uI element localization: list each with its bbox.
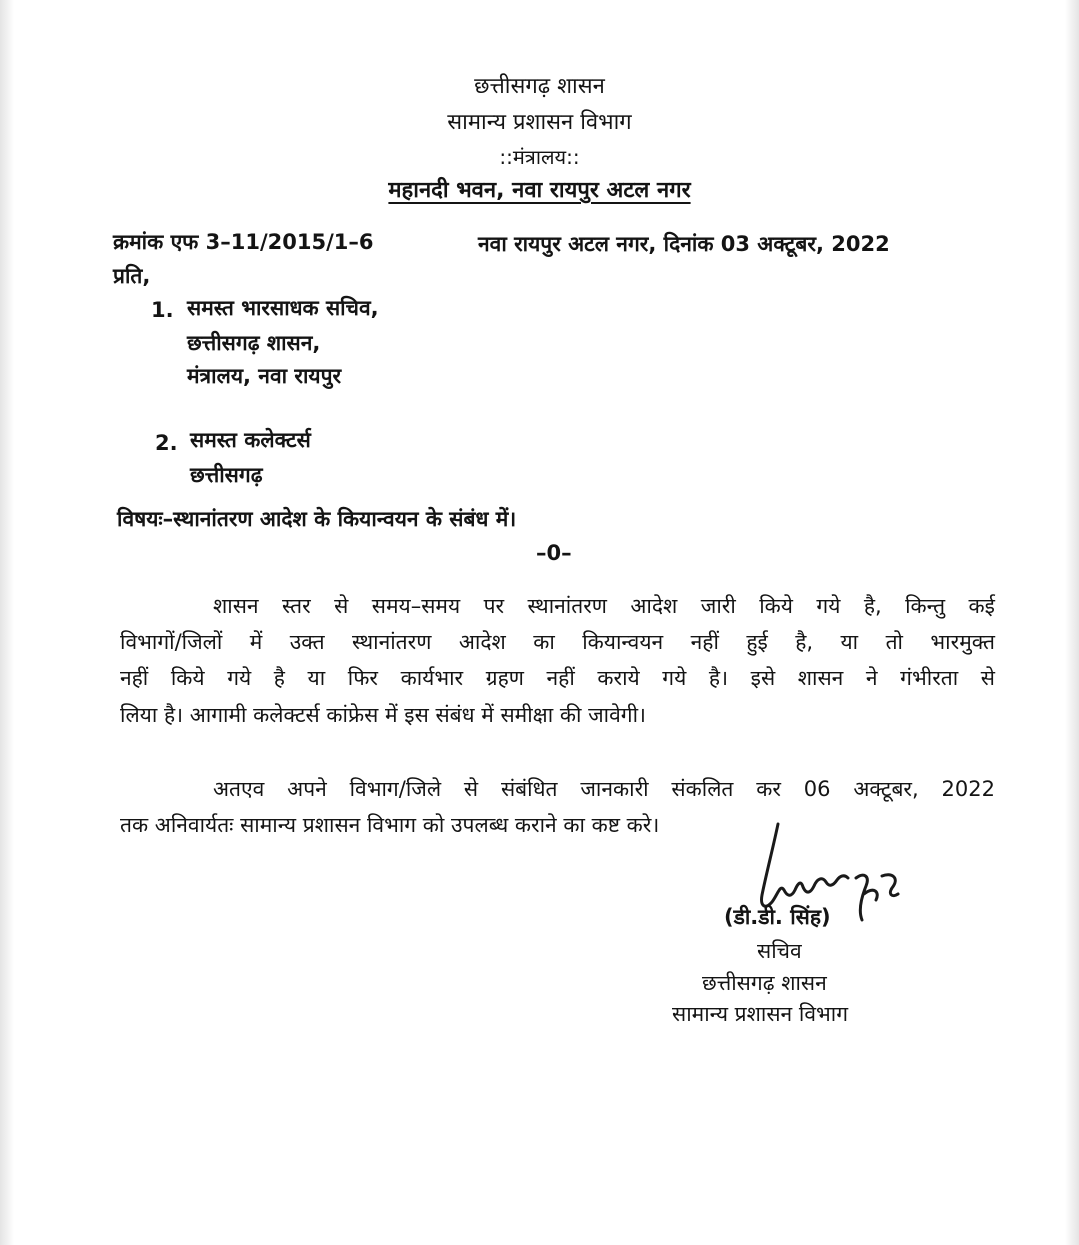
to-label: प्रति, — [113, 264, 151, 288]
place-and-date: नवा रायपुर अटल नगर, दिनांक 03 अक्टूबर, 2022 — [478, 232, 890, 256]
handwritten-signature — [740, 820, 920, 955]
recipient-line: मंत्रालय, नवा रायपुर — [187, 364, 342, 388]
recipient-number: 2. — [155, 431, 178, 455]
separator-mark: –0– — [536, 541, 572, 565]
body-line: विभागों/जिलों में उक्त स्थानांतरण आदेश का कियान्वयन नहीं हुई है, या तो भारमुक्त — [120, 630, 995, 654]
recipient-number: 1. — [151, 298, 174, 322]
body-line: अतएव अपने विभाग/जिले से संबंधित जानकारी संकलित कर 06 अक्टूबर, 2022 — [213, 777, 995, 801]
header-department: सामान्य प्रशासन विभाग — [447, 110, 632, 135]
body-line: नहीं किये गये है या फिर कार्यभार ग्रहण नहीं कराये गये है। इसे शासन ने गंभीरता से — [120, 666, 995, 690]
header-address: महानदी भवन, नवा रायपुर अटल नगर — [388, 178, 691, 203]
recipient-line: समस्त कलेक्टर्स — [190, 428, 311, 452]
signatory-department: सामान्य प्रशासन विभाग — [672, 1002, 849, 1026]
body-line: तक अनिवार्यतः सामान्य प्रशासन विभाग को उपलब्ध कराने का कष्ट करे। — [120, 813, 660, 837]
recipient-line: छत्तीसगढ़ शासन, — [187, 331, 321, 355]
signatory-organization: छत्तीसगढ़ शासन — [702, 971, 827, 995]
header-government: छत्तीसगढ़ शासन — [474, 74, 605, 99]
body-line: लिया है। आगामी कलेक्टर्स कांफ्रेस में इस संबंध में समीक्षा की जावेगी। — [120, 703, 646, 727]
recipient-line: छत्तीसगढ़ — [190, 463, 263, 487]
recipient-line: समस्त भारसाधक सचिव, — [187, 296, 379, 320]
body-line: शासन स्तर से समय–समय पर स्थानांतरण आदेश जारी किये गये है, किन्तु कई — [213, 594, 995, 618]
header-ministry: ::मंत्रालय:: — [499, 145, 580, 169]
signatory-name: (डी.डी. सिंह) — [724, 905, 831, 929]
reference-number: क्रमांक एफ 3–11/2015/1–6 — [113, 230, 374, 254]
subject-line: विषयः–स्थानांतरण आदेश के कियान्वयन के संबंध में। — [117, 507, 517, 531]
signatory-designation: सचिव — [757, 939, 802, 963]
